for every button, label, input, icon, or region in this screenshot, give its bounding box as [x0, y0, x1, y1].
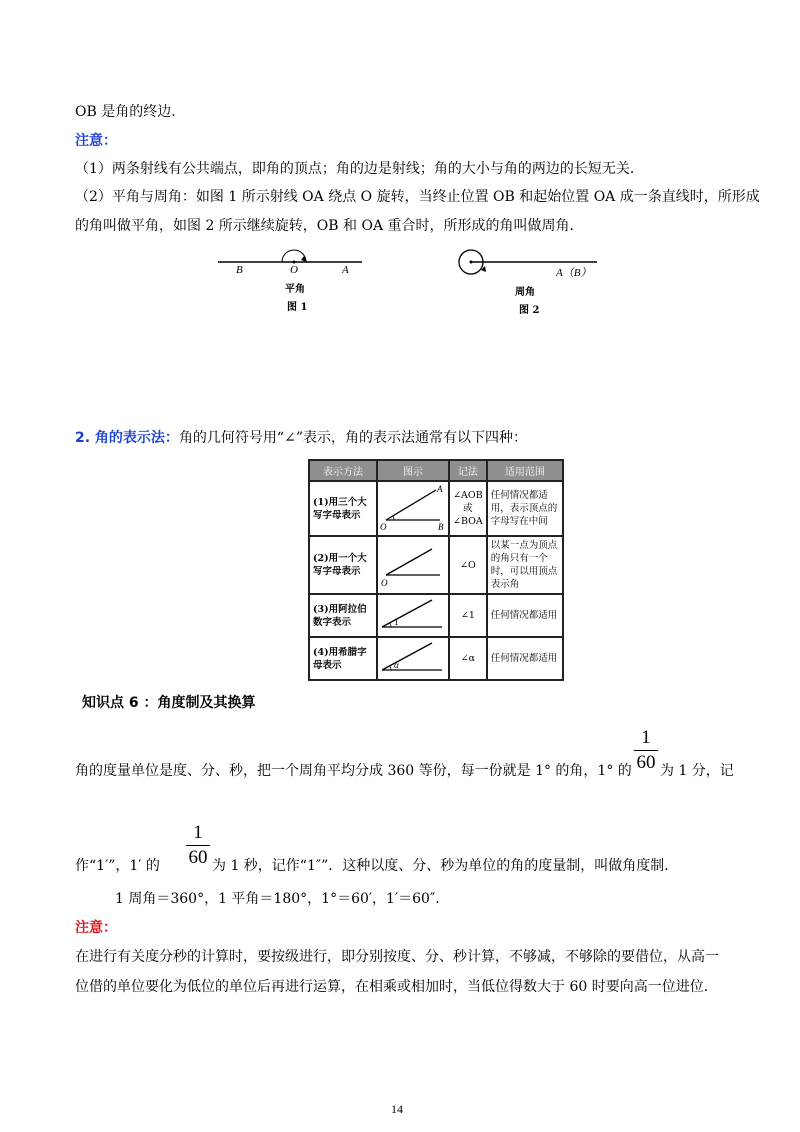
fraction-numerator: 1	[193, 822, 203, 843]
diagram-label-1: 1	[394, 617, 399, 627]
table-header: 图示	[377, 460, 449, 481]
diagram-label-o: O	[380, 522, 387, 532]
table-header-row	[309, 460, 563, 481]
angle-diagram-three-letters	[378, 482, 448, 532]
paragraph-angle-units-line-1a: 角的度量单位是度、分、秒，把一个周角平均分成 360 等份，每一份就是 1° 的角，1° 的	[75, 763, 632, 779]
table-cell-scope: 任何情况都适用，表示顶点的字母写在中间	[487, 481, 563, 536]
fig2-caption: 图 2	[519, 305, 540, 316]
section-2-title: 2. 角的表示法：	[75, 430, 179, 446]
note-item-1: （1）两条射线有公共端点，即角的顶点；角的边是射线；角的大小与角的两边的长短无关．	[75, 161, 644, 177]
table-header: 记法	[449, 460, 487, 481]
angle-diagram-greek	[378, 638, 448, 676]
angle-notation-table	[308, 459, 564, 681]
diagram-label-b: B	[438, 522, 444, 532]
table-row	[309, 536, 563, 594]
table-cell-diagram	[377, 637, 449, 680]
fig1-caption: 图 1	[287, 302, 308, 313]
paragraph-angle-units-line-2b: 为 1 秒，记作“1″”．这种以度、分、秒为单位的角的度量制，叫做角度制．	[212, 858, 679, 874]
notation-line: ∠AOB	[453, 490, 483, 501]
table-cell-diagram	[377, 481, 449, 536]
table-cell-method: (4)用希腊字母表示	[309, 637, 377, 680]
text-ob-terminal: OB 是角的终边．	[75, 104, 186, 120]
diagram-label-o: O	[381, 577, 388, 588]
diagram-label-a: A	[437, 484, 443, 494]
fig2-name: 周角	[515, 287, 535, 298]
table-cell-method: (1)用三个大写字母表示	[309, 481, 377, 536]
note-title: 注意：	[75, 133, 117, 149]
section-2-line	[75, 427, 527, 447]
angle-diagram-one-letter	[378, 539, 448, 589]
note-2-title: 注意：	[75, 920, 117, 936]
note-item-2-line-1: （2）平角与周角：如图 1 所示射线 OA 绕点 O 旋转，当终止位置 OB 和起始位置 OA 成一条直线时，所形成	[75, 189, 760, 205]
fraction-denominator: 60	[188, 847, 208, 868]
table-cell-notation: ∠α	[449, 637, 487, 680]
fraction-bar	[634, 750, 658, 751]
page-number: 14	[391, 1102, 403, 1116]
table-cell-diagram	[377, 536, 449, 594]
table-header: 适用范围	[487, 460, 563, 481]
notation-line: ∠BOA	[453, 516, 483, 527]
knowledge-point-6-title: 知识点 6 ：角度制及其换算	[82, 695, 256, 711]
fraction-1-60-b	[186, 823, 210, 868]
fig2-label-ab: A（B）	[556, 267, 592, 279]
table-cell-scope: 任何情况都适用	[487, 594, 563, 637]
notation-line: 或	[463, 503, 473, 514]
paragraph-angle-units-line-2a: 作“1′”，1′ 的	[75, 858, 160, 874]
note-2-line-1: 在进行有关度分秒的计算时，要按级进行，即分别按度、分、秒计算，不够减，不够除的要借位，从高一	[75, 949, 719, 965]
table-cell-notation: ∠O	[449, 536, 487, 594]
paragraph-angle-units-line-1b: 为 1 分，记	[660, 763, 734, 779]
table-cell-method: (2)用一个大写字母表示	[309, 536, 377, 594]
table-cell-notation: ∠1	[449, 594, 487, 637]
table-row	[309, 637, 563, 680]
table-row	[309, 481, 563, 536]
table-cell-method: (3)用阿拉伯数字表示	[309, 594, 377, 637]
table-row	[309, 594, 563, 637]
fraction-numerator: 1	[641, 727, 651, 748]
table-header: 表示方法	[309, 460, 377, 481]
table-cell-notation	[449, 481, 487, 536]
fig1-label-a: A	[342, 264, 349, 276]
fig1-label-b: B	[236, 264, 243, 276]
table-cell-diagram	[377, 594, 449, 637]
conversion-line: 1 周角＝360°，1 平角＝180°，1°＝60′，1′＝60″．	[115, 891, 450, 907]
fig1-label-o: O	[290, 264, 298, 276]
section-2-text: 角的几何符号用“∠”表示，角的表示法通常有以下四种：	[178, 430, 527, 446]
table-cell-scope: 任何情况都适用	[487, 637, 563, 680]
fraction-bar	[186, 845, 210, 846]
note-item-2-line-2: 的角叫做平角，如图 2 所示继续旋转，OB 和 OA 重合时，所形成的角叫做周角．	[75, 218, 584, 234]
fraction-denominator: 60	[636, 752, 656, 773]
fraction-1-60-a	[634, 728, 658, 773]
diagram-label-alpha: α	[394, 660, 399, 670]
angle-diagram-number	[378, 595, 448, 633]
note-2-line-2: 位借的单位要化为低位的单位后再进行运算，在相乘或相加时，当低位得数大于 60 时要向高一位进位．	[75, 979, 718, 995]
table-cell-scope: 以某一点为顶点的角只有一个时，可以用顶点表示角	[487, 536, 563, 594]
fig1-name: 平角	[285, 284, 305, 295]
